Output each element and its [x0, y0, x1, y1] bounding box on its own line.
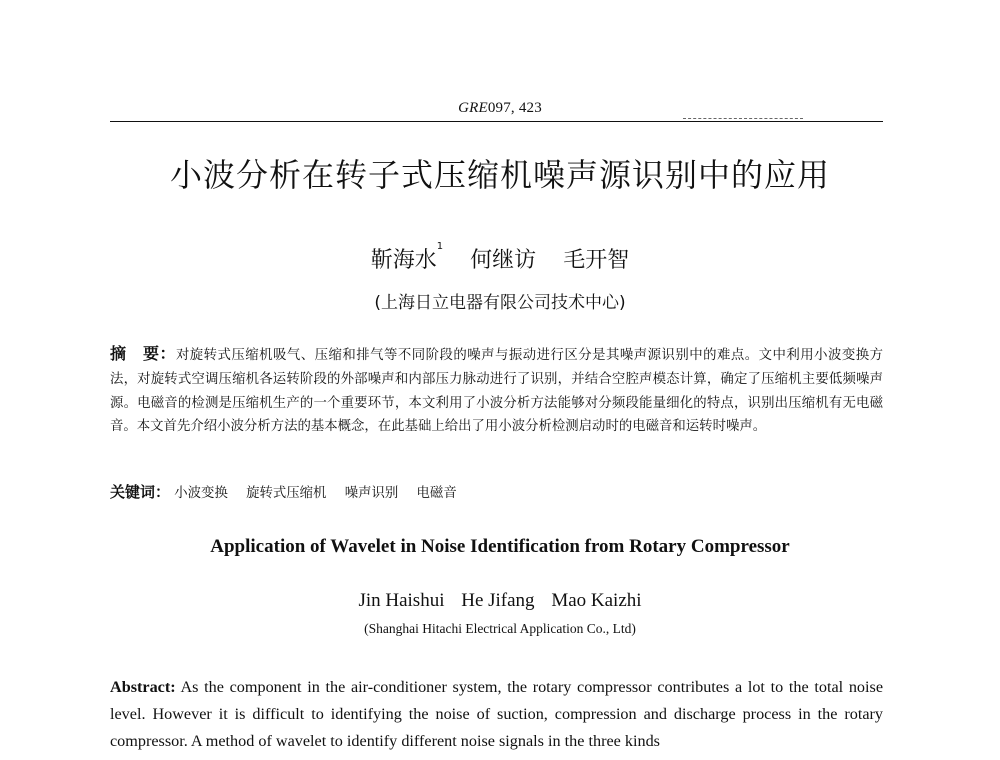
- chinese-authors: [0, 243, 1000, 274]
- chinese-affiliation: (上海日立电器有限公司技术中心): [374, 293, 626, 313]
- chinese-abstract-label: 摘 要：: [110, 344, 176, 363]
- chinese-author: [470, 243, 536, 274]
- english-affiliation: (Shanghai Hitachi Electrical Application Co., Ltd): [364, 621, 636, 636]
- english-title: Application of Wavelet in Noise Identification from Rotary Compressor: [210, 536, 790, 557]
- english-author: Jin Haishui: [358, 590, 445, 611]
- header-code: [0, 100, 1000, 117]
- english-author: He Jifang: [461, 590, 535, 611]
- keyword: 电磁音: [416, 486, 457, 501]
- header-rule-dash: [683, 118, 803, 119]
- chinese-author: [563, 243, 629, 274]
- chinese-keywords: [110, 481, 883, 502]
- chinese-abstract: [110, 342, 883, 439]
- english-abstract-label: Abstract:: [110, 678, 176, 696]
- header-rule: [110, 121, 883, 122]
- chinese-abstract-text: 对旋转式压缩机吸气、压缩和排气等不同阶段的噪声与振动进行区分是其噪声源识别中的难点。文中利用小波变换方法，对旋转式空调压缩机各运转阶段的外部噪声和内部压力脉动进行了识别，并结合空腔声模态计算，确定了压缩机主要低频噪声源。电磁音的检测是压缩机生产的一个重要环节，本文利用了小波分析方法能够对分频段能量细化的特点，识别出压缩机有无电磁音。本文首先介绍小波分析方法的基本概念，在此基础上给出了用小波分析检测启动时的电磁音和运转时噪声。: [110, 348, 883, 435]
- chinese-keywords-label: 关键词：: [110, 483, 171, 501]
- header-code-prefix: GRE: [458, 100, 488, 116]
- chinese-author-name: 靳海水: [370, 248, 437, 273]
- chinese-author-name: 何继访: [470, 248, 537, 273]
- english-abstract: [110, 674, 883, 755]
- keyword: 噪声识别: [344, 486, 399, 501]
- chinese-author: [371, 243, 443, 274]
- chinese-title: 小波分析在转子式压缩机噪声源识别中的应用: [169, 156, 830, 194]
- english-abstract-text: As the component in the air-conditioner system, the rotary compressor contributes a lot to the total noise level. However it is difficult to identifying the noise of suction, compression and discharge process in the rotary compressor. A method of wavelet to identify different noise signals in the three kinds: [110, 678, 884, 750]
- keyword: 小波变换: [174, 486, 228, 501]
- chinese-author-name: 毛开智: [563, 248, 630, 273]
- header-code-suffix: 097, 423: [487, 100, 542, 116]
- english-authors: [0, 590, 1000, 612]
- author-footnote-mark: 1: [436, 241, 444, 252]
- english-author: Mao Kaizhi: [551, 590, 642, 611]
- keyword: 旋转式压缩机: [246, 486, 327, 501]
